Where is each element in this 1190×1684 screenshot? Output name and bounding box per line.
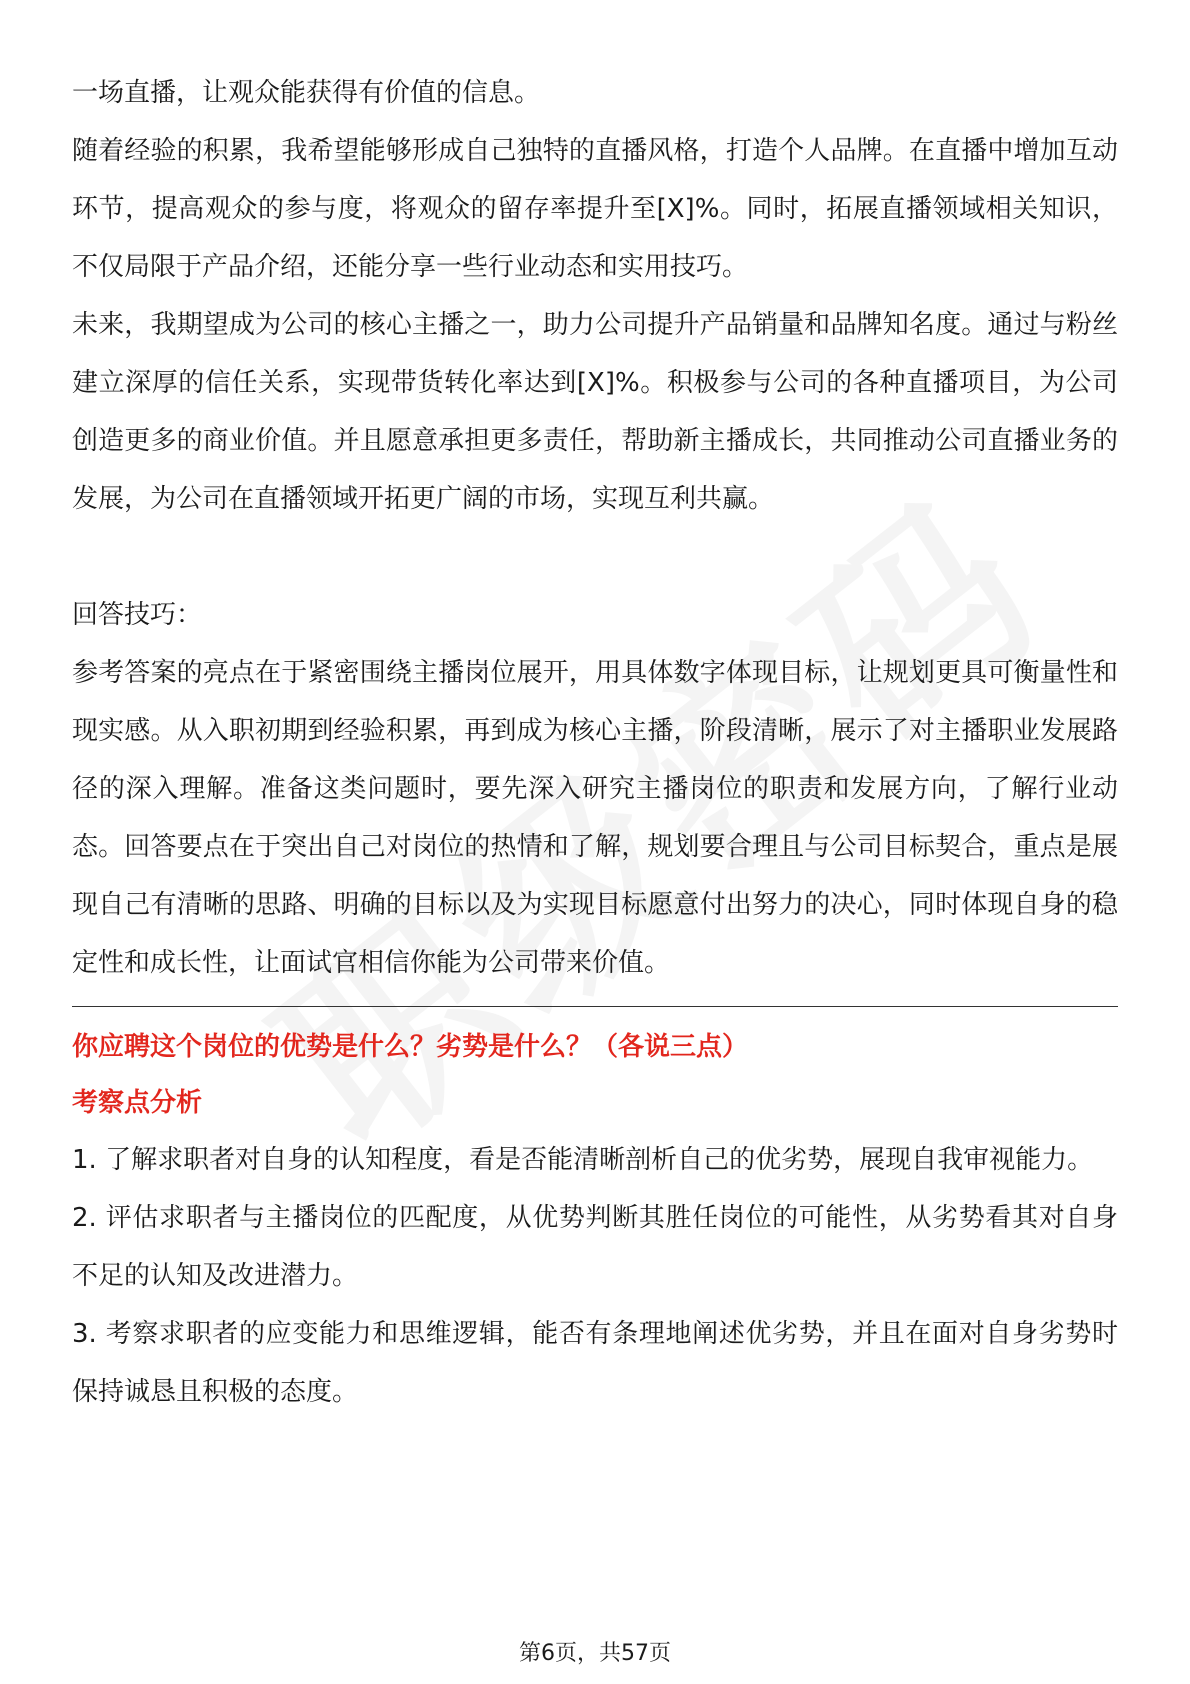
tips-body: 参考答案的亮点在于紧密围绕主播岗位展开，用具体数字体现目标，让规划更具可衡量性和现实感。从入职初期到经验积累，再到成为核心主播，阶段清晰，展示了对主播职业发展路径的深入理解。准备这类问题时，要先深入研究主播岗位的职责和发展方向，了解行业动态。回答要点在于突出自己对岗位的热情和了解，规划要合理且与公司目标契合，重点是展现自己有清晰的思路、明确的目标以及为实现目标愿意付出努力的决心，同时体现自身的稳定性和成长性，让面试官相信你能为公司带来价值。 [72,658,1118,978]
section-divider [72,1006,1118,1007]
page-number: 第6页，共57页 [519,1641,671,1666]
analysis-point-2: 2. 评估求职者与主播岗位的匹配度，从优势判断其胜任岗位的可能性，从劣势看其对自身不足的认知及改进潜力。 [72,1203,1118,1291]
spacer [72,528,1118,586]
page-content [72,64,1118,1421]
paragraph-future: 未来，我期望成为公司的核心主播之一，助力公司提升产品销量和品牌知名度。通过与粉丝建立深厚的信任关系，实现带货转化率达到[X]%。积极参与公司的各种直播项目，为公司创造更多的商业价值。并且愿意承担更多责任，帮助新主播成长，共同推动公司直播业务的发展，为公司在直播领域开拓更广阔的市场，实现互利共赢。 [72,310,1118,514]
tips-heading: 回答技巧： [72,600,203,630]
paragraph-intro-end: 一场直播，让观众能获得有价值的信息。 [72,78,541,108]
paragraph-experience: 随着经验的积累，我希望能够形成自己独特的直播风格，打造个人品牌。在直播中增加互动环节，提高观众的参与度，将观众的留存率提升至[X]%。同时，拓展直播领域相关知识，不仅局限于产品介绍，还能分享一些行业动态和实用技巧。 [72,136,1118,282]
analysis-heading: 考察点分析 [72,1088,203,1118]
analysis-point-1: 1. 了解求职者对自身的认知程度，看是否能清晰剖析自己的优劣势，展现自我审视能力。 [72,1145,1094,1175]
analysis-point-3: 3. 考察求职者的应变能力和思维逻辑，能否有条理地阐述优劣势，并且在面对自身劣势时保持诚恳且积极的态度。 [72,1319,1118,1407]
question-heading: 你应聘这个岗位的优势是什么？劣势是什么？（各说三点） [72,1032,749,1062]
